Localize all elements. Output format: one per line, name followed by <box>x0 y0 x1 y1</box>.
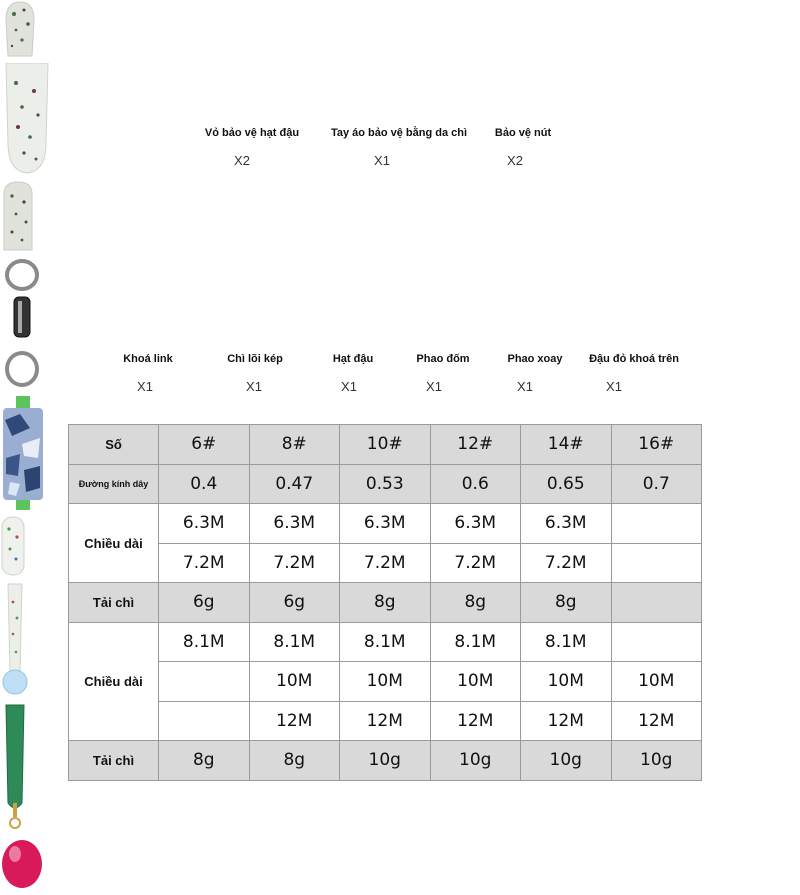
row-size <box>69 425 702 465</box>
length-cell: 12M <box>611 701 702 741</box>
length-cell <box>611 504 702 544</box>
length-cell: 12M <box>430 701 521 741</box>
load-cell: 8g <box>430 583 521 623</box>
load-cell <box>611 583 702 623</box>
row-length-a <box>69 504 702 544</box>
item-qty: X1 <box>517 379 533 394</box>
diameter-cell: 0.4 <box>159 464 250 504</box>
item-qty: X2 <box>234 153 250 168</box>
size-cell: 10# <box>340 425 431 465</box>
double-core-sinker-icon <box>0 396 46 510</box>
row-header: Tải chì <box>69 741 159 781</box>
row-length-c <box>69 622 702 662</box>
item-qty: X1 <box>374 153 390 168</box>
length-cell <box>159 701 250 741</box>
length-cell <box>611 543 702 583</box>
size-cell: 6# <box>159 425 250 465</box>
item-swivel-link <box>0 257 800 396</box>
length-cell: 6.3M <box>249 504 340 544</box>
length-cell: 8.1M <box>159 622 250 662</box>
row-length-e <box>69 701 702 741</box>
diameter-cell: 0.6 <box>430 464 521 504</box>
red-bean-lock-icon <box>0 838 44 890</box>
length-cell: 7.2M <box>340 543 431 583</box>
row-header: Số <box>69 425 159 465</box>
item-label: Phao đốm <box>416 353 470 365</box>
row-load-2 <box>69 741 702 781</box>
row-diameter <box>69 464 702 504</box>
length-cell: 12M <box>249 701 340 741</box>
load-cell: 8g <box>249 741 340 781</box>
item-label: Vỏ bảo vệ hạt đậu <box>204 127 300 139</box>
length-cell: 8.1M <box>430 622 521 662</box>
load-cell: 10g <box>340 741 431 781</box>
row-header: Chiều dài <box>69 622 159 741</box>
lead-sleeve-icon <box>0 63 54 175</box>
item-label: Bảo vệ nút <box>494 127 552 139</box>
row-header: Tải chì <box>69 583 159 623</box>
length-cell: 8.1M <box>249 622 340 662</box>
load-cell: 6g <box>249 583 340 623</box>
length-cell: 10M <box>611 662 702 702</box>
diameter-cell: 0.65 <box>521 464 612 504</box>
item-qty: X1 <box>246 379 262 394</box>
length-cell: 10M <box>430 662 521 702</box>
row-length-b <box>69 543 702 583</box>
item-label: Phao xoay <box>507 353 563 365</box>
length-cell: 10M <box>249 662 340 702</box>
length-cell: 6.3M <box>430 504 521 544</box>
item-label: Khoá link <box>123 353 173 365</box>
item-lead-sleeve <box>0 63 800 180</box>
length-cell: 6.3M <box>521 504 612 544</box>
size-cell: 16# <box>611 425 702 465</box>
size-cell: 14# <box>521 425 612 465</box>
swivel-link-icon <box>0 257 44 391</box>
length-cell: 6.3M <box>159 504 250 544</box>
item-qty: X1 <box>606 379 622 394</box>
length-cell: 7.2M <box>249 543 340 583</box>
diameter-cell: 0.7 <box>611 464 702 504</box>
load-cell: 6g <box>159 583 250 623</box>
length-cell: 7.2M <box>159 543 250 583</box>
load-cell: 10g <box>430 741 521 781</box>
row-load-1 <box>69 583 702 623</box>
length-cell <box>159 662 250 702</box>
load-cell: 10g <box>521 741 612 781</box>
item-qty: X1 <box>341 379 357 394</box>
load-cell: 8g <box>521 583 612 623</box>
length-cell <box>611 622 702 662</box>
length-cell: 10M <box>521 662 612 702</box>
swivel-float-icon <box>0 703 30 833</box>
length-cell: 12M <box>521 701 612 741</box>
spotted-float-icon <box>0 582 30 698</box>
item-qty: X1 <box>426 379 442 394</box>
diameter-cell: 0.47 <box>249 464 340 504</box>
load-cell: 10g <box>611 741 702 781</box>
row-length-d <box>69 662 702 702</box>
item-label: Hạt đậu <box>332 353 374 365</box>
item-qty: X2 <box>507 153 523 168</box>
item-label: Tay áo bảo vệ bằng da chì <box>330 127 468 139</box>
length-cell: 7.2M <box>430 543 521 583</box>
length-cell: 10M <box>340 662 431 702</box>
bead-protector-icon <box>0 0 40 58</box>
row-header: Đường kính dây <box>69 464 159 504</box>
length-cell: 6.3M <box>340 504 431 544</box>
row-header: Chiều dài <box>69 504 159 583</box>
size-cell: 8# <box>249 425 340 465</box>
spec-table <box>68 424 702 781</box>
length-cell: 8.1M <box>340 622 431 662</box>
length-cell: 8.1M <box>521 622 612 662</box>
load-cell: 8g <box>340 583 431 623</box>
length-cell: 12M <box>340 701 431 741</box>
knot-protector-icon <box>0 180 36 252</box>
size-cell: 12# <box>430 425 521 465</box>
item-label: Chì lõi kép <box>227 353 283 365</box>
load-cell: 8g <box>159 741 250 781</box>
diameter-cell: 0.53 <box>340 464 431 504</box>
length-cell: 7.2M <box>521 543 612 583</box>
item-label: Đậu đỏ khoá trên <box>589 353 679 365</box>
bean-bead-icon <box>0 515 26 577</box>
item-qty: X1 <box>137 379 153 394</box>
